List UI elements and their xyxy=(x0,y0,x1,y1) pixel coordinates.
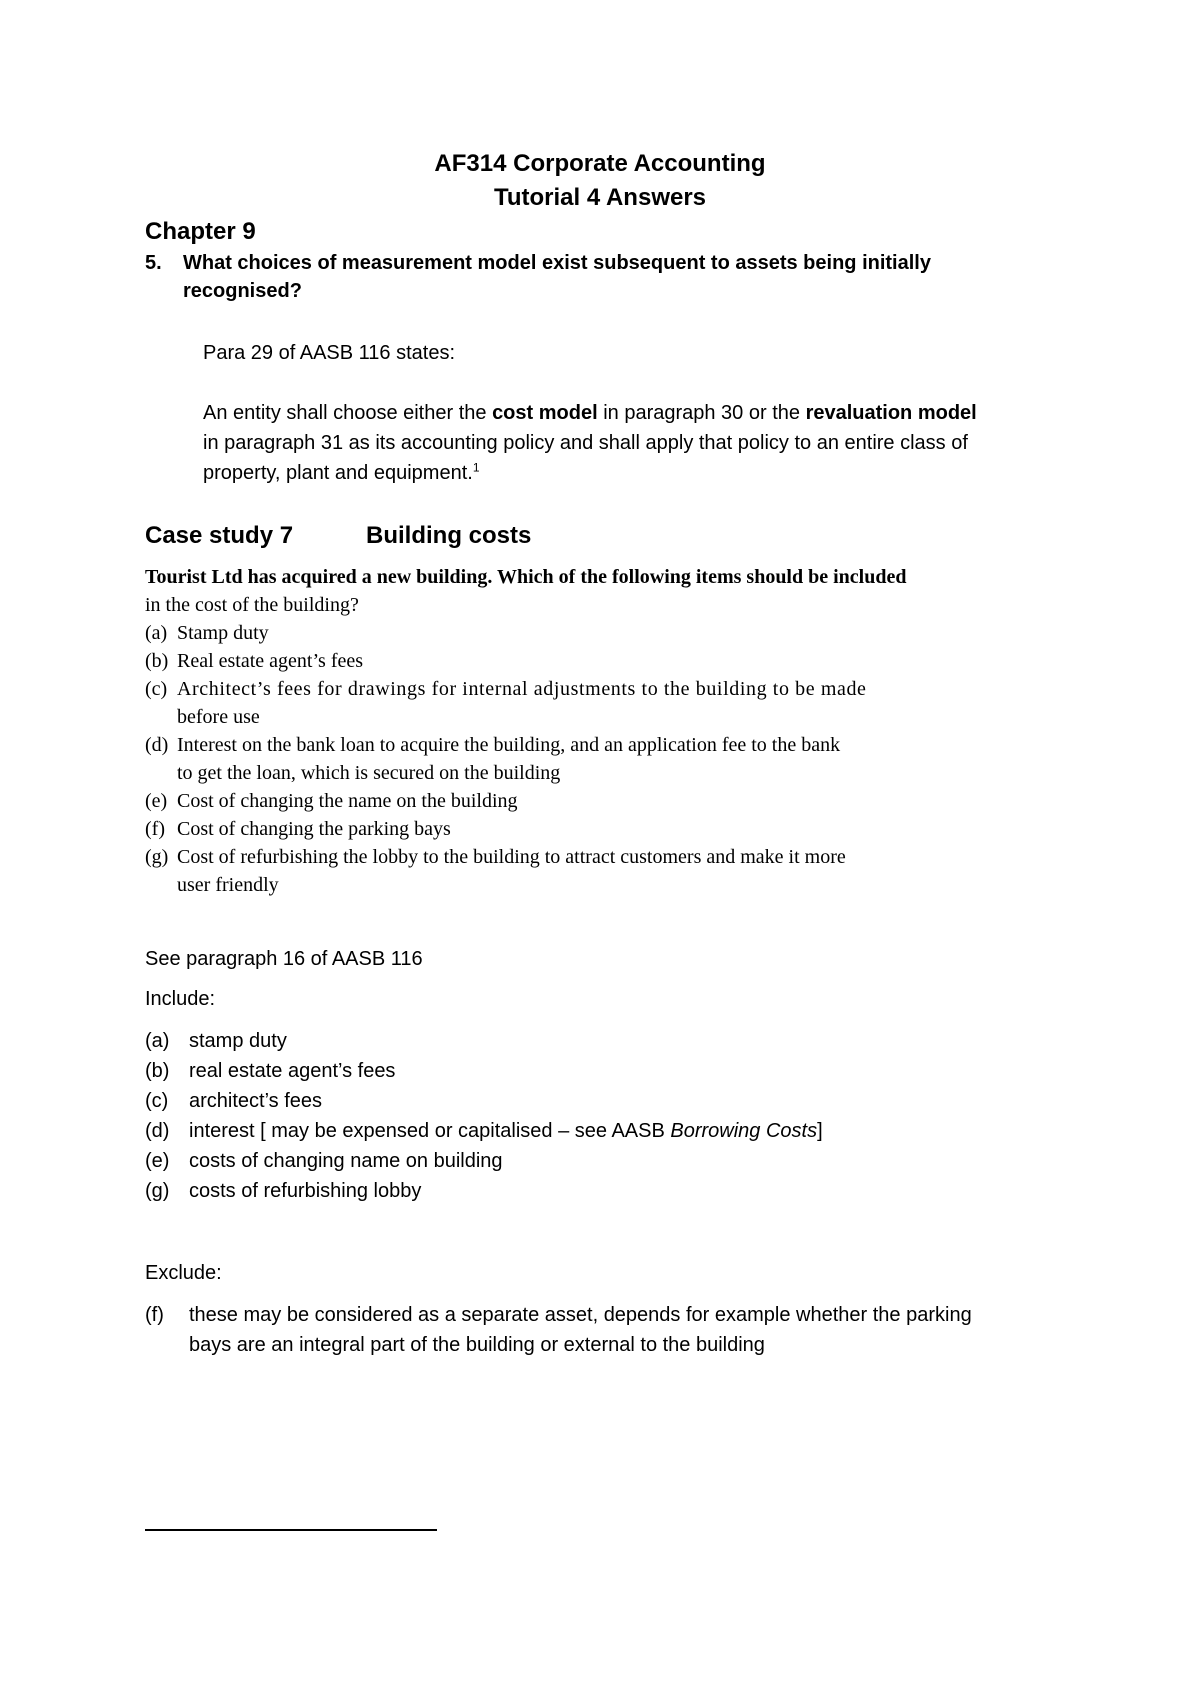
exclude-item-text: these may be considered as a separate asset, depends for example whether the parking xyxy=(189,1304,972,1326)
case-item-text: Cost of changing the name on the building xyxy=(177,790,518,812)
solution-reference: See paragraph 16 of AASB 116 xyxy=(145,948,423,970)
include-item-text: costs of refurbishing lobby xyxy=(189,1180,422,1202)
cost-model-term: cost model xyxy=(492,402,598,424)
answer-quote-line-2: in paragraph 31 as its accounting policy and shall apply that policy to an entire class of xyxy=(203,432,968,454)
include-item-label: (d) xyxy=(145,1120,170,1142)
question-number: 5. xyxy=(145,252,162,274)
include-item-label: (b) xyxy=(145,1060,170,1082)
quote-text: property, plant and equipment. xyxy=(203,462,473,484)
case-item-label: (f) xyxy=(145,818,165,840)
chapter-heading: Chapter 9 xyxy=(145,218,256,245)
include-heading: Include: xyxy=(145,988,216,1010)
question-line-2: recognised? xyxy=(183,280,302,302)
question-line-1: What choices of measurement model exist subsequent to assets being initially xyxy=(183,252,931,274)
answer-intro: Para 29 of AASB 116 states: xyxy=(203,342,456,364)
include-text: ] xyxy=(817,1120,823,1142)
quote-text: An entity shall choose either the xyxy=(203,402,493,424)
include-item-text xyxy=(189,1120,823,1143)
include-item-label: (g) xyxy=(145,1180,170,1202)
case-study-title: Building costs xyxy=(366,522,532,549)
case-item-label: (b) xyxy=(145,650,169,672)
borrowing-costs-term: Borrowing Costs xyxy=(670,1120,818,1142)
case-item-text: Cost of changing the parking bays xyxy=(177,818,451,840)
case-item-text: Architect’s fees for drawings for internal adjustments to the building to be made xyxy=(177,678,867,700)
answer-quote-line-1 xyxy=(203,402,977,425)
case-item-label: (c) xyxy=(145,678,168,700)
case-item-label: (d) xyxy=(145,734,169,756)
exclude-item-text-continued: bays are an integral part of the building or external to the building xyxy=(189,1334,765,1356)
exclude-item-label: (f) xyxy=(145,1304,164,1326)
footnote-ref: 1 xyxy=(472,460,480,475)
include-item-text: architect’s fees xyxy=(189,1090,323,1112)
include-item-label: (a) xyxy=(145,1030,170,1052)
case-item-text: Real estate agent’s fees xyxy=(177,650,364,672)
case-item-text: Interest on the bank loan to acquire the building, and an application fee to the bank xyxy=(177,734,841,756)
case-item-label: (e) xyxy=(145,790,168,812)
case-item-text: Stamp duty xyxy=(177,622,269,644)
case-item-text: Cost of refurbishing the lobby to the building to attract customers and make it more xyxy=(177,846,846,868)
document-subtitle: Tutorial 4 Answers xyxy=(493,184,707,211)
answer-quote-line-3 xyxy=(203,462,480,485)
document-title: AF314 Corporate Accounting xyxy=(434,150,766,177)
revaluation-model-term: revaluation model xyxy=(805,402,977,424)
exclude-heading: Exclude: xyxy=(145,1262,222,1284)
include-item-label: (c) xyxy=(145,1090,169,1112)
footnote-separator xyxy=(145,1529,437,1531)
case-item-text-continued: user friendly xyxy=(177,874,279,896)
include-item-text: stamp duty xyxy=(189,1030,287,1052)
case-item-text-continued: before use xyxy=(177,706,260,728)
include-item-label: (e) xyxy=(145,1150,170,1172)
case-item-label: (a) xyxy=(145,622,168,644)
case-intro-line-1: Tourist Ltd has acquired a new building. Which of the following items should be included xyxy=(145,566,907,588)
case-study-label: Case study 7 xyxy=(145,522,294,549)
case-item-text-continued: to get the loan, which is secured on the building xyxy=(177,762,561,784)
include-item-text: real estate agent’s fees xyxy=(189,1060,396,1082)
include-text: interest [ may be expensed or capitalised – see AASB xyxy=(189,1120,671,1142)
case-item-label: (g) xyxy=(145,846,169,868)
include-item-text: costs of changing name on building xyxy=(189,1150,503,1172)
case-intro-line-2: in the cost of the building? xyxy=(145,594,359,616)
quote-text: in paragraph 30 or the xyxy=(597,402,806,424)
